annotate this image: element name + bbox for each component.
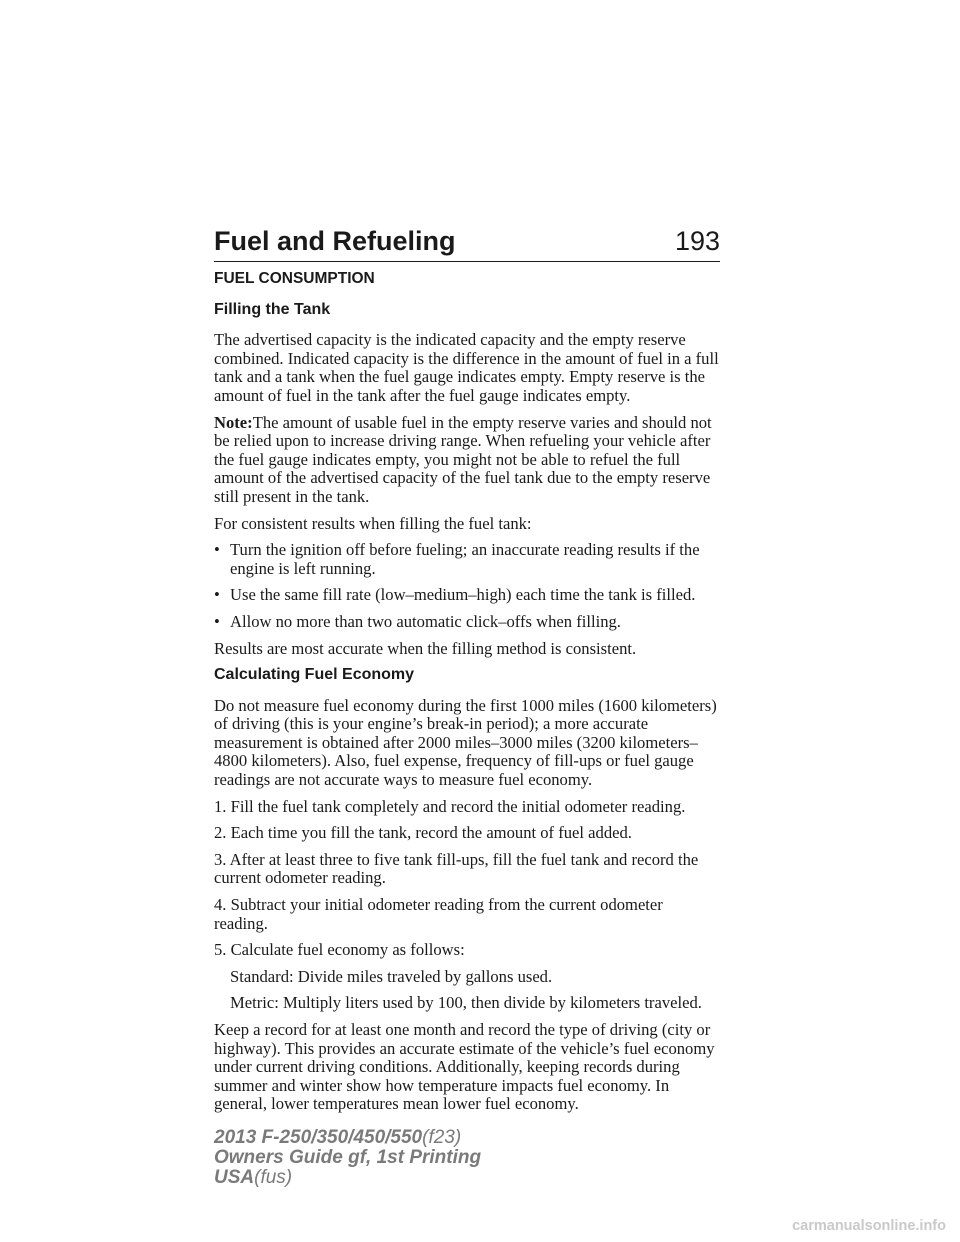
footer-guide-line: Owners Guide gf, 1st Printing — [214, 1147, 482, 1168]
step-5: 5. Calculate fuel economy as follows: — [214, 940, 465, 960]
header-divider — [214, 261, 720, 262]
list-item-text: Use the same fill rate (low–medium–high) each time the tank is filled. — [230, 585, 696, 605]
economy-intro: Do not measure fuel economy during the first 1000 miles (1600 kilometers) of driving (this is your engine’s break-in period); a more accurate measurement is obtained after 2000 miles–3000 miles (3200 kilometers–4800 kilometers). Also, fuel expense, frequency of fill-ups or fuel gauge readings are not accurate ways to measure fuel economy. — [214, 695, 717, 790]
step-2: 2. Each time you fill the tank, record the amount of fuel added. — [214, 823, 632, 843]
filling-list-intro: For consistent results when filling the fuel tank: — [214, 513, 532, 533]
note-label: Note: — [214, 412, 253, 432]
filling-note — [214, 414, 720, 507]
footer-model-code: (f23) — [422, 1127, 462, 1148]
step-3: 3. After at least three to five tank fill-ups, fill the fuel tank and record the current odometer reading. — [214, 849, 699, 888]
bullet-icon: • — [214, 540, 220, 560]
step-4: 4. Subtract your initial odometer reading from the current odometer reading. — [214, 895, 663, 933]
page-number: 193 — [674, 226, 720, 256]
section-title: FUEL CONSUMPTION — [214, 270, 375, 287]
filling-intro: The advertised capacity is the indicated capacity and the empty reserve combined. Indicated capacity is the difference in the amount of fuel in a full tank and a tank when the fuel gauge indicates empty. Empty reserve is the amount of fuel in the tank after the fuel gauge indicates empty. — [214, 330, 719, 405]
standard-formula: Standard: Divide miles traveled by gallons used. — [230, 966, 553, 986]
filling-closing: Results are most accurate when the filling method is consistent. — [214, 638, 637, 658]
filling-heading: Filling the Tank — [214, 300, 331, 318]
page-title: Fuel and Refueling — [214, 226, 456, 256]
economy-heading: Calculating Fuel Economy — [214, 666, 415, 684]
page-header — [214, 226, 720, 257]
list-item — [214, 613, 720, 632]
bullet-icon: • — [214, 611, 220, 631]
list-item-text: Allow no more than two automatic click–offs when filling. — [230, 611, 621, 631]
page-content — [214, 270, 720, 1122]
list-item — [214, 541, 720, 578]
footer-market-code: (fus) — [254, 1167, 293, 1188]
footer-market: USA — [214, 1167, 255, 1188]
filling-bullet-list — [214, 541, 720, 631]
footer-market-line — [214, 1168, 481, 1188]
footer-model: 2013 F-250/350/450/550 — [214, 1127, 423, 1148]
list-item-text: Turn the ignition off before fueling; an inaccurate reading results if the engine is left running. — [230, 540, 700, 578]
footer-model-line — [214, 1128, 481, 1148]
step-1: 1. Fill the fuel tank completely and record the initial odometer reading. — [214, 796, 686, 816]
list-item — [214, 586, 720, 605]
bullet-icon: • — [214, 585, 220, 605]
metric-formula: Metric: Multiply liters used by 100, then divide by kilometers traveled. — [230, 993, 702, 1013]
economy-closing: Keep a record for at least one month and record the type of driving (city or highway). This provides an accurate estimate of the vehicle’s fuel economy under current driving conditions. Additionally, keeping records during summer and winter show how temperature impacts fuel economy. In general, lower temperatures mean lower fuel economy. — [214, 1020, 715, 1114]
site-watermark: carmanualsonline.info — [792, 1218, 946, 1234]
print-footer — [214, 1128, 481, 1188]
note-text: The amount of usable fuel in the empty reserve varies and should not be relied upon to increase driving range. When refueling your vehicle after the fuel gauge indicates empty, you might not be able to refuel the full amount of the advertised capacity of the fuel tank due to the empty reserve still present in the tank. — [214, 412, 712, 506]
